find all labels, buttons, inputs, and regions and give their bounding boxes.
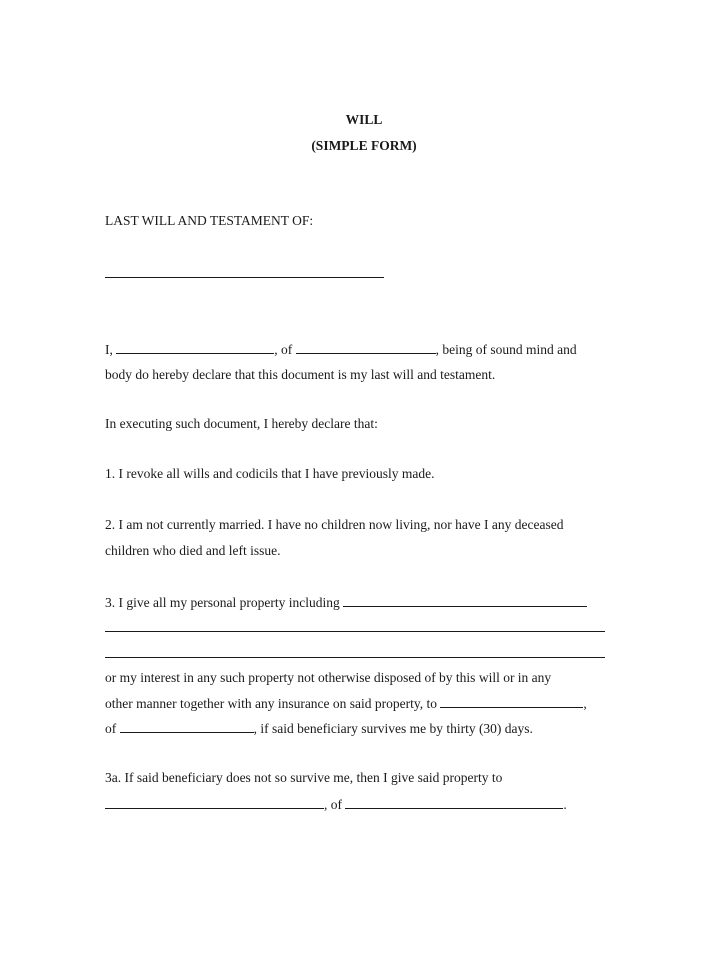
- clause-3a-text-2b: .: [563, 797, 567, 812]
- beneficiary-residence-blank[interactable]: [120, 720, 254, 733]
- clause-3-line-6: [105, 720, 533, 737]
- document-subtitle: (SIMPLE FORM): [311, 138, 417, 153]
- clause-3a-text-2a: , of: [324, 797, 342, 812]
- intro-line-2: body do hereby declare that this document is my last will and testament.: [105, 367, 496, 382]
- intro-text-3: , being of sound mind and: [435, 342, 577, 357]
- property-description-line-1[interactable]: [105, 631, 605, 632]
- clause-3-text-5b: ,: [583, 696, 587, 711]
- clause-3-text-6b: , if said beneficiary survives me by thirty (30) days.: [253, 721, 533, 736]
- clause-2-line-1: 2. I am not currently married. I have no children now living, nor have I any deceased: [105, 517, 564, 532]
- testator-name-blank[interactable]: [116, 341, 274, 354]
- clause-3-line-1: [105, 594, 587, 611]
- document-title: WILL: [345, 112, 383, 127]
- clause-3-text-5a: other manner together with any insurance on said property, to: [105, 696, 438, 711]
- testator-name-field[interactable]: [105, 277, 384, 278]
- clause-3-line-4: or my interest in any such property not otherwise disposed of by this will or in any: [105, 670, 552, 685]
- property-description-line-2[interactable]: [105, 657, 605, 658]
- clause-3-text-6a: of: [105, 721, 117, 736]
- testator-heading: LAST WILL AND TESTAMENT OF:: [105, 213, 314, 228]
- intro-text-1: I,: [105, 342, 113, 357]
- intro-line-1: [105, 341, 577, 358]
- alternate-beneficiary-residence-blank[interactable]: [345, 796, 563, 809]
- intro-text-2: , of: [274, 342, 293, 357]
- clause-3-line-5: [105, 695, 587, 712]
- clause-2-line-2: children who died and left issue.: [105, 543, 281, 558]
- personal-property-blank[interactable]: [343, 594, 587, 607]
- clause-3a-line-1: 3a. If said beneficiary does not so survive me, then I give said property to: [105, 770, 503, 785]
- clause-3a-line-2: [105, 796, 567, 813]
- beneficiary-name-blank[interactable]: [440, 695, 583, 708]
- executing-statement: In executing such document, I hereby declare that:: [105, 416, 378, 431]
- clause-3-text-1: 3. I give all my personal property including: [105, 595, 340, 610]
- testator-residence-blank[interactable]: [296, 341, 436, 354]
- alternate-beneficiary-name-blank[interactable]: [105, 796, 324, 809]
- clause-1: 1. I revoke all wills and codicils that I have previously made.: [105, 466, 435, 481]
